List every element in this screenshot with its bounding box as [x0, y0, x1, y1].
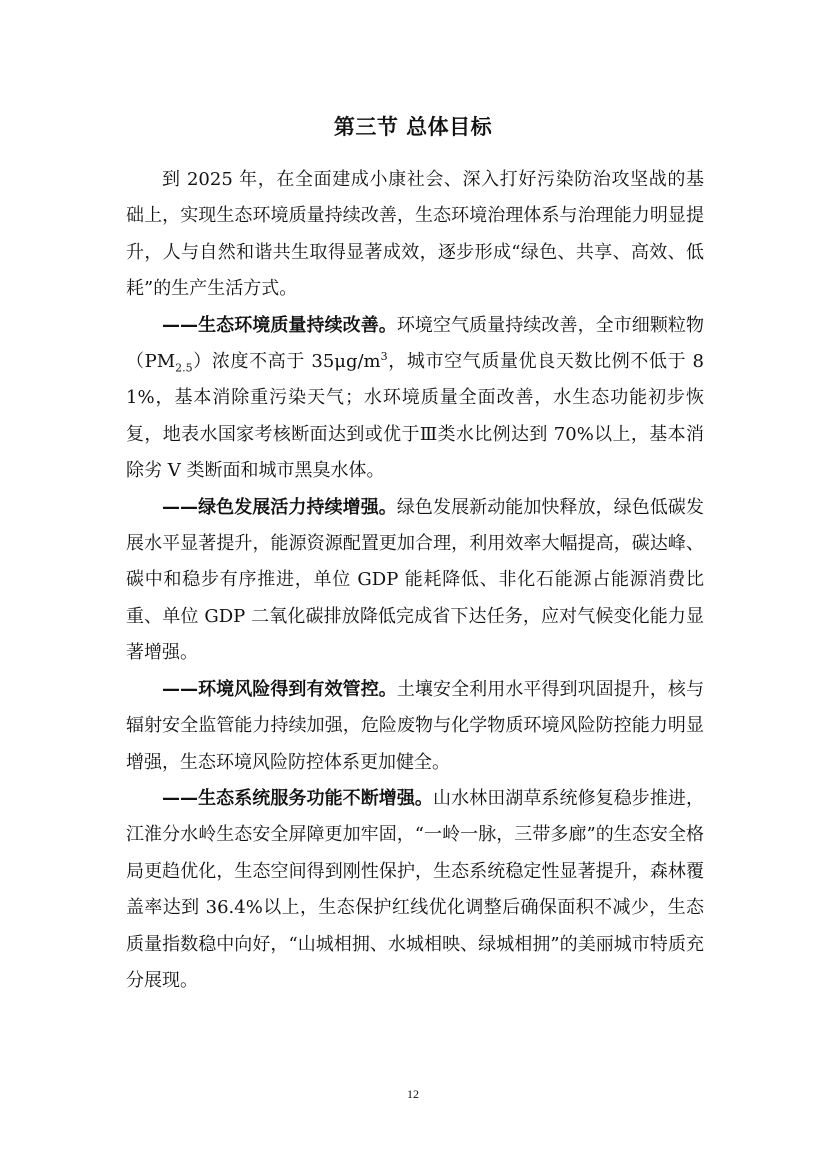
goal-paragraph-environment-quality	[126, 308, 704, 490]
goal-paragraph-ecosystem-services	[126, 781, 704, 999]
goal-text-part-a: 环境空气质量持续改善，全市细颗粒物（PM	[126, 314, 705, 373]
goal-text-environmental-risk: 土壤安全利用水平得到巩固提升，核与辐射安全监管能力持续加强，危险废物与化学物质环境风险防控能力明显增强，生态环境风险防控体系更加健全。	[126, 678, 705, 773]
goal-text-part-c: ，城市空气质量优良天数比例不低于 81%，基本消除重污染天气；水环境质量全面改善，水生态功能初步恢复，地表水国家考核断面达到或优于Ⅲ类水比例达到 70%以上，基本消除劣 V 类断面和城市黑臭水体。	[126, 351, 704, 482]
goal-text-part-b: ）浓度不高于 35μg/m	[192, 351, 381, 373]
goal-text-ecosystem-services: 山水林田湖草系统修复稳步推进，江淮分水岭生态安全屏障更加牢固，“一岭一脉，三带多廊”的生态安全格局更趋优化，生态空间得到刚性保护，生态系统稳定性显著提升，森林覆盖率达到 36.4%以上，生态保护红线优化调整后确保面积不减少，生态质量指数稳中向好，“山城相拥、水城相映、绿城相拥”的美丽城市特质充分展现。	[126, 787, 704, 991]
goal-text-green-development: 绿色发展新动能加快释放，绿色低碳发展水平显著提升，能源资源配置更加合理，利用效率大幅提高，碳达峰、碳中和稳步有序推进，单位 GDP 能耗降低、非化石能源占能源消费比重、单位 GDP 二氧化碳排放降低完成省下达任务，应对气候变化能力显著增强。	[126, 496, 705, 664]
goal-paragraph-environmental-risk	[126, 672, 704, 781]
pm-subscript: 2.5	[175, 361, 193, 375]
goal-heading-ecosystem-services: ——生态系统服务功能不断增强。	[162, 787, 433, 809]
goal-heading-environment-quality: ——生态环境质量持续改善。	[162, 314, 397, 336]
goal-paragraph-green-development	[126, 490, 704, 672]
goal-heading-environmental-risk: ——环境风险得到有效管控。	[162, 678, 397, 700]
section-body	[126, 162, 704, 999]
section-title: 第三节 总体目标	[333, 115, 493, 139]
intro-paragraph: 到 2025 年，在全面建成小康社会、深入打好污染防治攻坚战的基础上，实现生态环境质量持续改善，生态环境治理体系与治理能力明显提升，人与自然和谐共生取得显著成效，逐步形成“绿色、共享、高效、低耗”的生产生活方式。	[126, 169, 704, 300]
unit-superscript: 3	[380, 350, 388, 364]
page-number: 12	[407, 1087, 419, 1101]
goal-heading-green-development: ——绿色发展活力持续增强。	[162, 496, 397, 518]
